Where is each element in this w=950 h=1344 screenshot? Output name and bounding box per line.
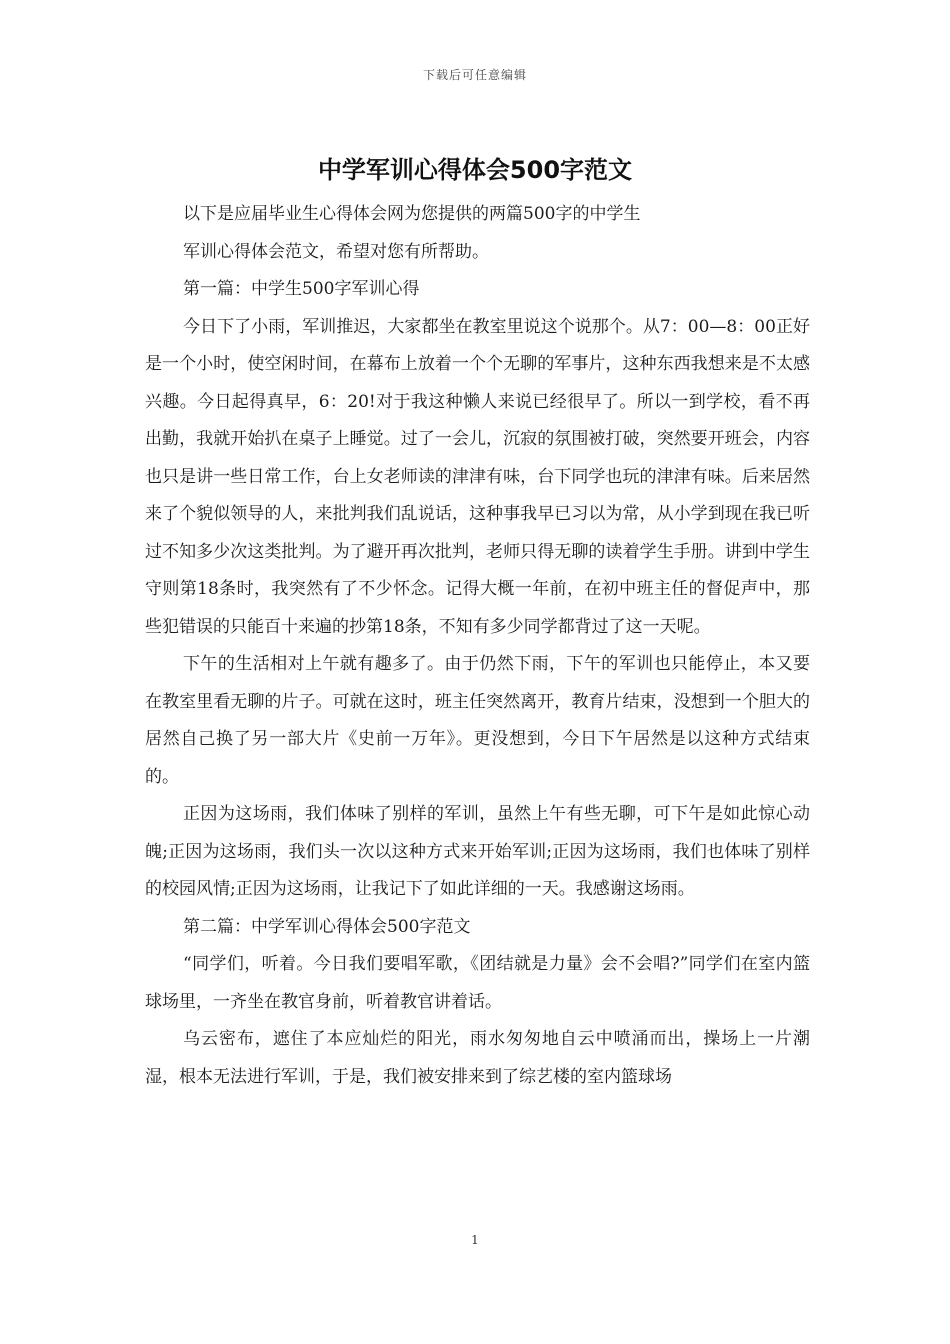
document-body [145, 196, 810, 1096]
body-paragraph: 下午的生活相对上午就有趣多了。由于仍然下雨，下午的军训也只能停止，本又要在教室里看无聊的片子。可就在这时，班主任突然离开，教育片结束，没想到一个胆大的居然自己换了另一部大片《史前一万年》。更没想到，今日下午居然是以这种方式结束的。 [145, 654, 810, 787]
document-title: 中学军训心得体会500字范文 [317, 156, 633, 184]
page-number: 1 [471, 1233, 479, 1247]
body-paragraph: 今日下了小雨，军训推迟，大家都坐在教室里说这个说那个。从7：00—8：00正好是一个小时，使空闲时间，在幕布上放着一个个无聊的军事片，这种东西我想来是不太感兴趣。今日起得真早，6：20!对于我这种懒人来说已经很早了。所以一到学校，看不再出勤，我就开始扒在桌子上睡觉。过了一会儿，沉寂的氛围被打破，突然要开班会，内容也只是讲一些日常工作，台上女老师读的津津有味，台下同学也玩的津津有味。后来居然来了个貌似领导的人，来批判我们乱说话，这种事我早已习以为常，从小学到现在我已听过不知多少次这类批判。为了避开再次批判，老师只得无聊的读着学生手册。讲到中学生守则第18条时，我突然有了不少怀念。记得大概一年前，在初中班主任的督促声中，那些犯错误的只能百十来遍的抄第18条，不知有多少同学都背过了这一天呢。 [145, 316, 810, 637]
intro-paragraph-line-1: 以下是应届毕业生心得体会网为您提供的两篇500字的中学生 [183, 204, 641, 224]
page-header-note: 下载后可任意编辑 [422, 68, 527, 82]
section-heading-1: 第一篇：中学生500字军训心得 [183, 279, 420, 299]
section-heading-2: 第二篇：中学军训心得体会500字范文 [183, 916, 471, 937]
body-paragraph: 乌云密布，遮住了本应灿烂的阳光，雨水匆匆地自云中喷涌而出，操场上一片潮湿，根本无法进行军训，于是，我们被安排来到了综艺楼的室内篮球场 [145, 1029, 810, 1087]
body-paragraph: 正因为这场雨，我们体味了别样的军训，虽然上午有些无聊，可下午是如此惊心动魄;正因为这场雨，我们头一次以这种方式来开始军训;正因为这场雨，我们也体味了别样的校园风情;正因为这场雨，让我记下了如此详细的一天。我感谢这场雨。 [145, 804, 810, 899]
body-paragraph: “同学们，听着。今日我们要唱军歌，《团结就是力量》会不会唱?”同学们在室内篮球场里，一齐坐在教官身前，听着教官讲着话。 [145, 954, 810, 1012]
intro-paragraph-line-2: 军训心得体会范文，希望对您有所帮助。 [183, 241, 489, 262]
